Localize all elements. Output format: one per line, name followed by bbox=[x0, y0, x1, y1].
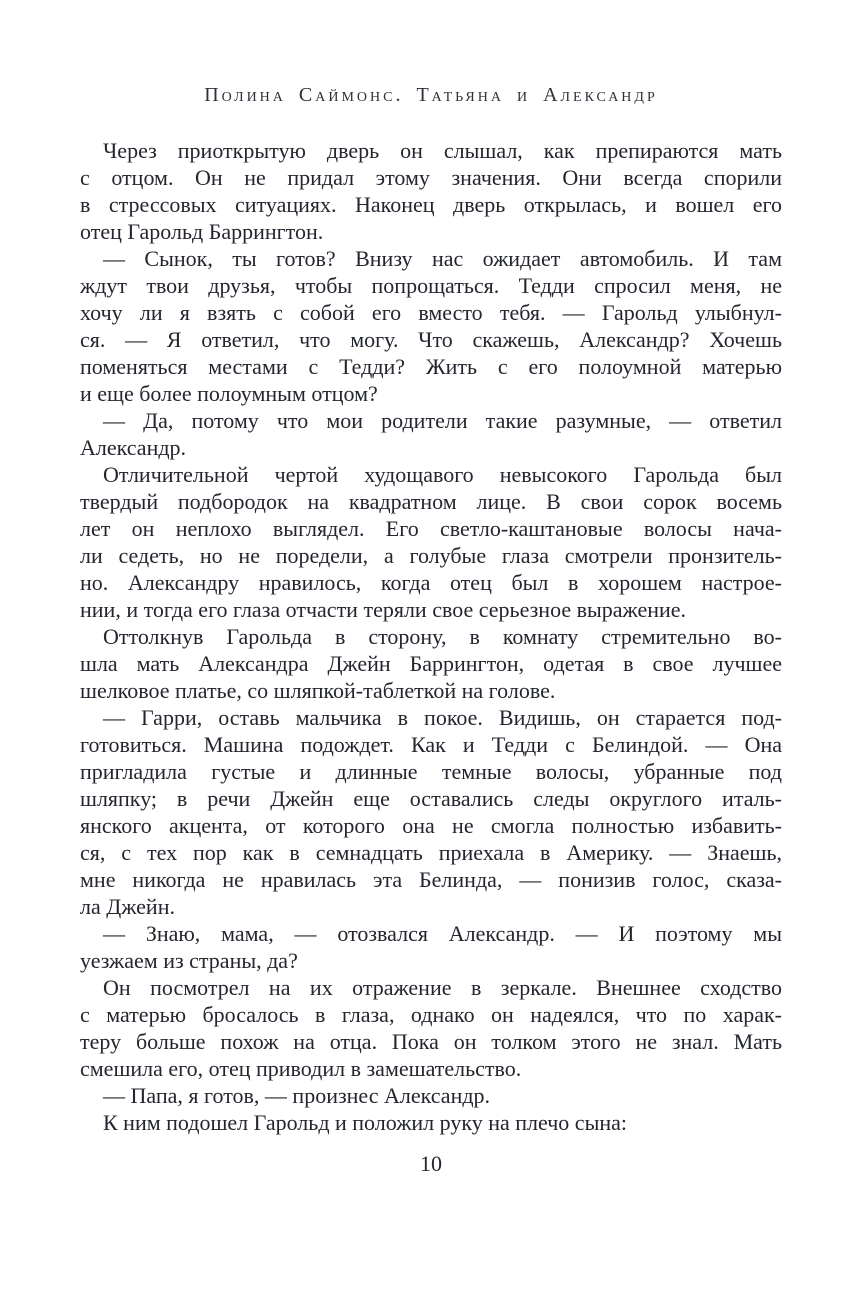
paragraph bbox=[80, 704, 782, 920]
text-line: шелковое платье, со шляпкой-таблеткой на голове. bbox=[80, 678, 556, 703]
text-line: уезжаем из страны, да? bbox=[80, 948, 298, 973]
text-line: теру больше похож на отца. Пока он толком этого не знал. Мать bbox=[80, 1029, 782, 1054]
text-line: готовиться. Машина подождет. Как и Тедди с Белиндой. — Она bbox=[80, 732, 782, 757]
text-line: с отцом. Он не придал этому значения. Они всегда спорили bbox=[80, 165, 782, 190]
paragraph bbox=[80, 1109, 782, 1136]
text-line: лет он неплохо выглядел. Его светло-каштановые волосы нача- bbox=[80, 516, 782, 541]
paragraph bbox=[80, 1082, 782, 1109]
text-line: ся. — Я ответил, что могу. Что скажешь, Александр? Хочешь bbox=[80, 327, 782, 352]
paragraph bbox=[80, 137, 782, 245]
text-line: нии, и тогда его глаза отчасти теряли свое серьезное выражение. bbox=[80, 597, 687, 622]
text-line: шла мать Александра Джейн Баррингтон, одетая в свое лучшее bbox=[80, 651, 782, 676]
paragraph bbox=[80, 623, 782, 704]
text-line: и еще более полоумным отцом? bbox=[80, 381, 378, 406]
text-line: Отличительной чертой худощавого невысокого Гарольда был bbox=[103, 462, 782, 487]
text-line: янского акцента, от которого она не смогла полностью избавить- bbox=[80, 813, 782, 838]
text-line: шляпку; в речи Джейн еще оставались следы округлого италь- bbox=[80, 786, 782, 811]
paragraph bbox=[80, 245, 782, 407]
text-line: твердый подбородок на квадратном лице. В свои сорок восемь bbox=[80, 489, 782, 514]
text-line: — Сынок, ты готов? Внизу нас ожидает автомобиль. И там bbox=[103, 246, 782, 271]
text-line: — Да, потому что мои родители такие разумные, — ответил bbox=[103, 408, 782, 433]
text-line: Оттолкнув Гарольда в сторону, в комнату стремительно во- bbox=[103, 624, 782, 649]
text-line: — Знаю, мама, — отозвался Александр. — И поэтому мы bbox=[103, 921, 782, 946]
text-line: ли седеть, но не поредели, а голубые глаза смотрели пронзитель- bbox=[80, 543, 782, 568]
paragraph bbox=[80, 407, 782, 461]
paragraph bbox=[80, 974, 782, 1082]
text-line: смешила его, отец приводил в замешательство. bbox=[80, 1056, 522, 1081]
paragraph bbox=[80, 461, 782, 623]
text-line: Через приоткрытую дверь он слышал, как препираются мать bbox=[103, 138, 782, 163]
running-header: Полина Саймонс. Татьяна и Александр bbox=[204, 84, 658, 106]
text-line: Александр. bbox=[80, 435, 187, 460]
text-line: с матерью бросалось в глаза, однако он надеялся, что по харак- bbox=[80, 1002, 782, 1027]
text-line: Он посмотрел на их отражение в зеркале. Внешнее сходство bbox=[103, 975, 782, 1000]
body-text bbox=[80, 137, 782, 1136]
text-line: — Папа, я готов, — произнес Александр. bbox=[103, 1083, 491, 1108]
text-line: но. Александру нравилось, когда отец был в хорошем настрое- bbox=[80, 570, 782, 595]
page-number: 10 bbox=[420, 1151, 442, 1176]
text-line: отец Гарольд Баррингтон. bbox=[80, 219, 324, 244]
paragraph bbox=[80, 920, 782, 974]
text-line: — Гарри, оставь мальчика в покое. Видишь, он старается под- bbox=[103, 705, 782, 730]
text-line: хочу ли я взять с собой его вместо тебя. — Гарольд улыбнул- bbox=[80, 300, 782, 325]
text-line: в стрессовых ситуациях. Наконец дверь открылась, и вошел его bbox=[80, 192, 782, 217]
text-line: мне никогда не нравилась эта Белинда, — понизив голос, сказа- bbox=[80, 867, 782, 892]
text-line: ждут твои друзья, чтобы попрощаться. Тедди спросил меня, не bbox=[80, 273, 782, 298]
text-line: ла Джейн. bbox=[80, 894, 175, 919]
text-line: поменяться местами с Тедди? Жить с его полоумной матерью bbox=[80, 354, 782, 379]
text-line: пригладила густые и длинные темные волосы, убранные под bbox=[80, 759, 782, 784]
text-line: ся, с тех пор как в семнадцать приехала в Америку. — Знаешь, bbox=[80, 840, 782, 865]
text-line: К ним подошел Гарольд и положил руку на плечо сына: bbox=[103, 1110, 628, 1135]
